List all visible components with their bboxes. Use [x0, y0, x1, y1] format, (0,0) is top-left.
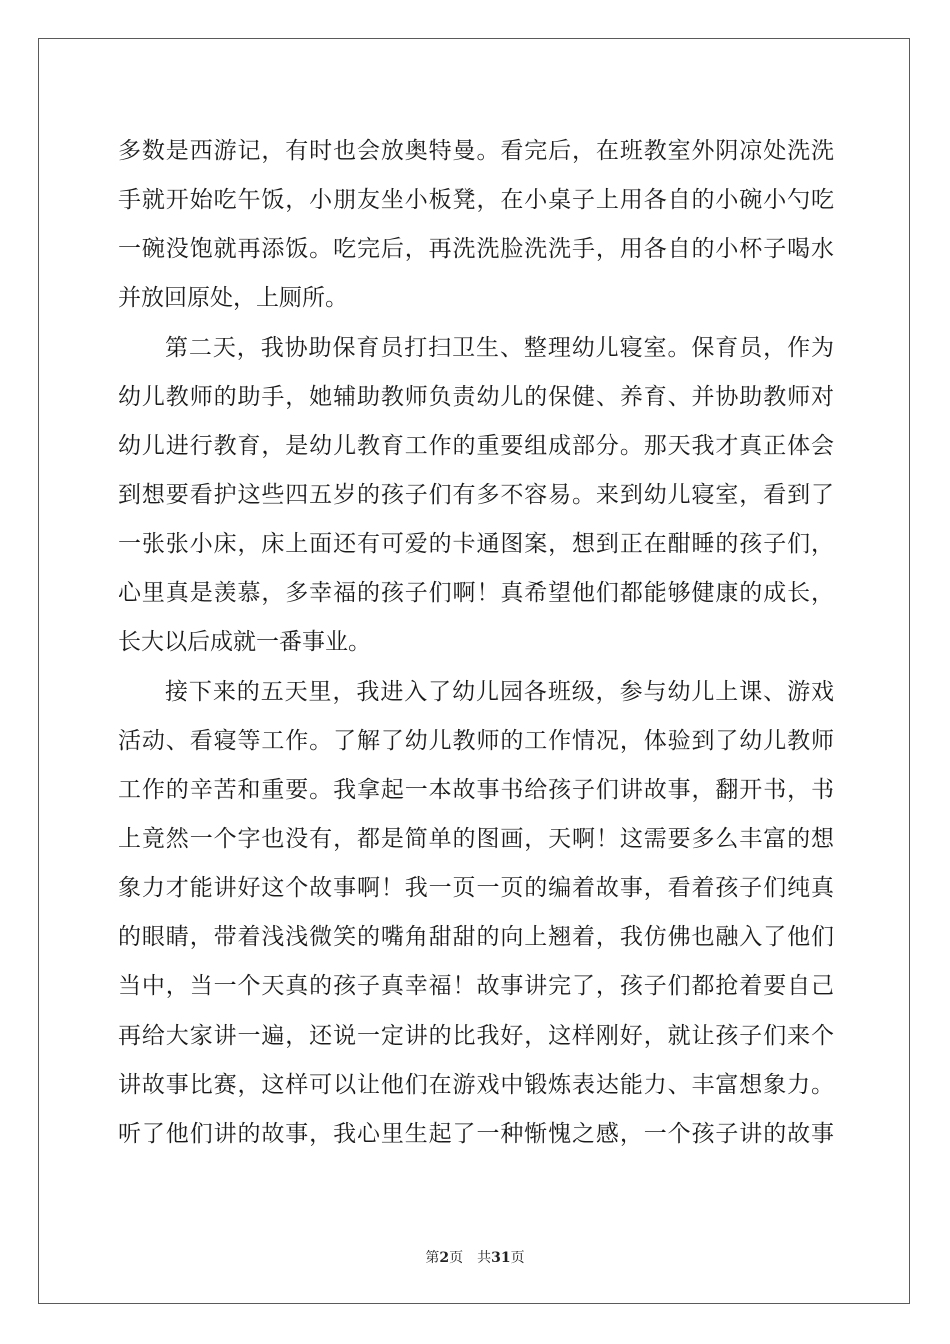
text-line: 当中，当一个天真的孩子真幸福！故事讲完了，孩子们都抢着要自己 [118, 973, 834, 1000]
text-line: 幼儿教师的助手，她辅助教师负责幼儿的保健、养育、并协助教师对 [118, 383, 834, 410]
text-line: 工作的辛苦和重要。我拿起一本故事书给孩子们讲故事，翻开书，书 [118, 776, 834, 803]
text-line: 到想要看护这些四五岁的孩子们有多不容易。来到幼儿寝室，看到了 [118, 481, 834, 508]
text-line: 心里真是羡慕，多幸福的孩子们啊！真希望他们都能够健康的成长， [118, 580, 834, 607]
total-prefix: 共 [477, 1250, 492, 1266]
text-line: 象力才能讲好这个故事啊！我一页一页的编着故事，看着孩子们纯真 [118, 875, 834, 902]
total-pages: 31 [491, 1250, 511, 1266]
text-line: 听了他们讲的故事，我心里生起了一种惭愧之感，一个孩子讲的故事 [118, 1120, 834, 1147]
text-line: 幼儿进行教育，是幼儿教育工作的重要组成部分。那天我才真正体会 [118, 432, 834, 459]
text-line: 长大以后成就一番事业。 [118, 629, 371, 656]
text-line: 的眼睛，带着浅浅微笑的嘴角甜甜的向上翘着，我仿佛也融入了他们 [118, 924, 834, 951]
document-body [118, 127, 834, 1159]
text-line: 手就开始吃午饭，小朋友坐小板凳，在小桌子上用各自的小碗小勺吃 [118, 187, 834, 214]
page-number: 2 [439, 1250, 450, 1266]
paragraph-start-line: 接下来的五天里，我进入了幼儿园各班级，参与幼儿上课、游戏 [165, 678, 834, 705]
page-prefix: 第 [425, 1250, 440, 1266]
text-line: 并放回原处，上厕所。 [118, 285, 348, 312]
text-line: 一张张小床，床上面还有可爱的卡通图案，想到正在酣睡的孩子们， [118, 531, 834, 558]
total-suffix: 页 [510, 1250, 525, 1266]
text-line: 讲故事比赛，这样可以让他们在游戏中锻炼表达能力、丰富想象力。 [118, 1071, 834, 1098]
paragraph-start-line: 第二天，我协助保育员打扫卫生、整理幼儿寝室。保育员，作为 [165, 334, 834, 361]
text-line: 多数是西游记，有时也会放奥特曼。看完后，在班教室外阴凉处洗洗 [118, 138, 834, 164]
text-line: 活动、看寝等工作。了解了幼儿教师的工作情况，体验到了幼儿教师 [118, 727, 834, 754]
page-footer [0, 1247, 950, 1267]
text-line: 一碗没饱就再添饭。吃完后，再洗洗脸洗洗手，用各自的小杯子喝水 [118, 236, 834, 263]
text-line: 再给大家讲一遍，还说一定讲的比我好，这样刚好，就让孩子们来个 [118, 1022, 834, 1049]
page-suffix: 页 [449, 1250, 464, 1266]
text-line: 上竟然一个字也没有，都是简单的图画，天啊！这需要多么丰富的想 [118, 825, 834, 852]
